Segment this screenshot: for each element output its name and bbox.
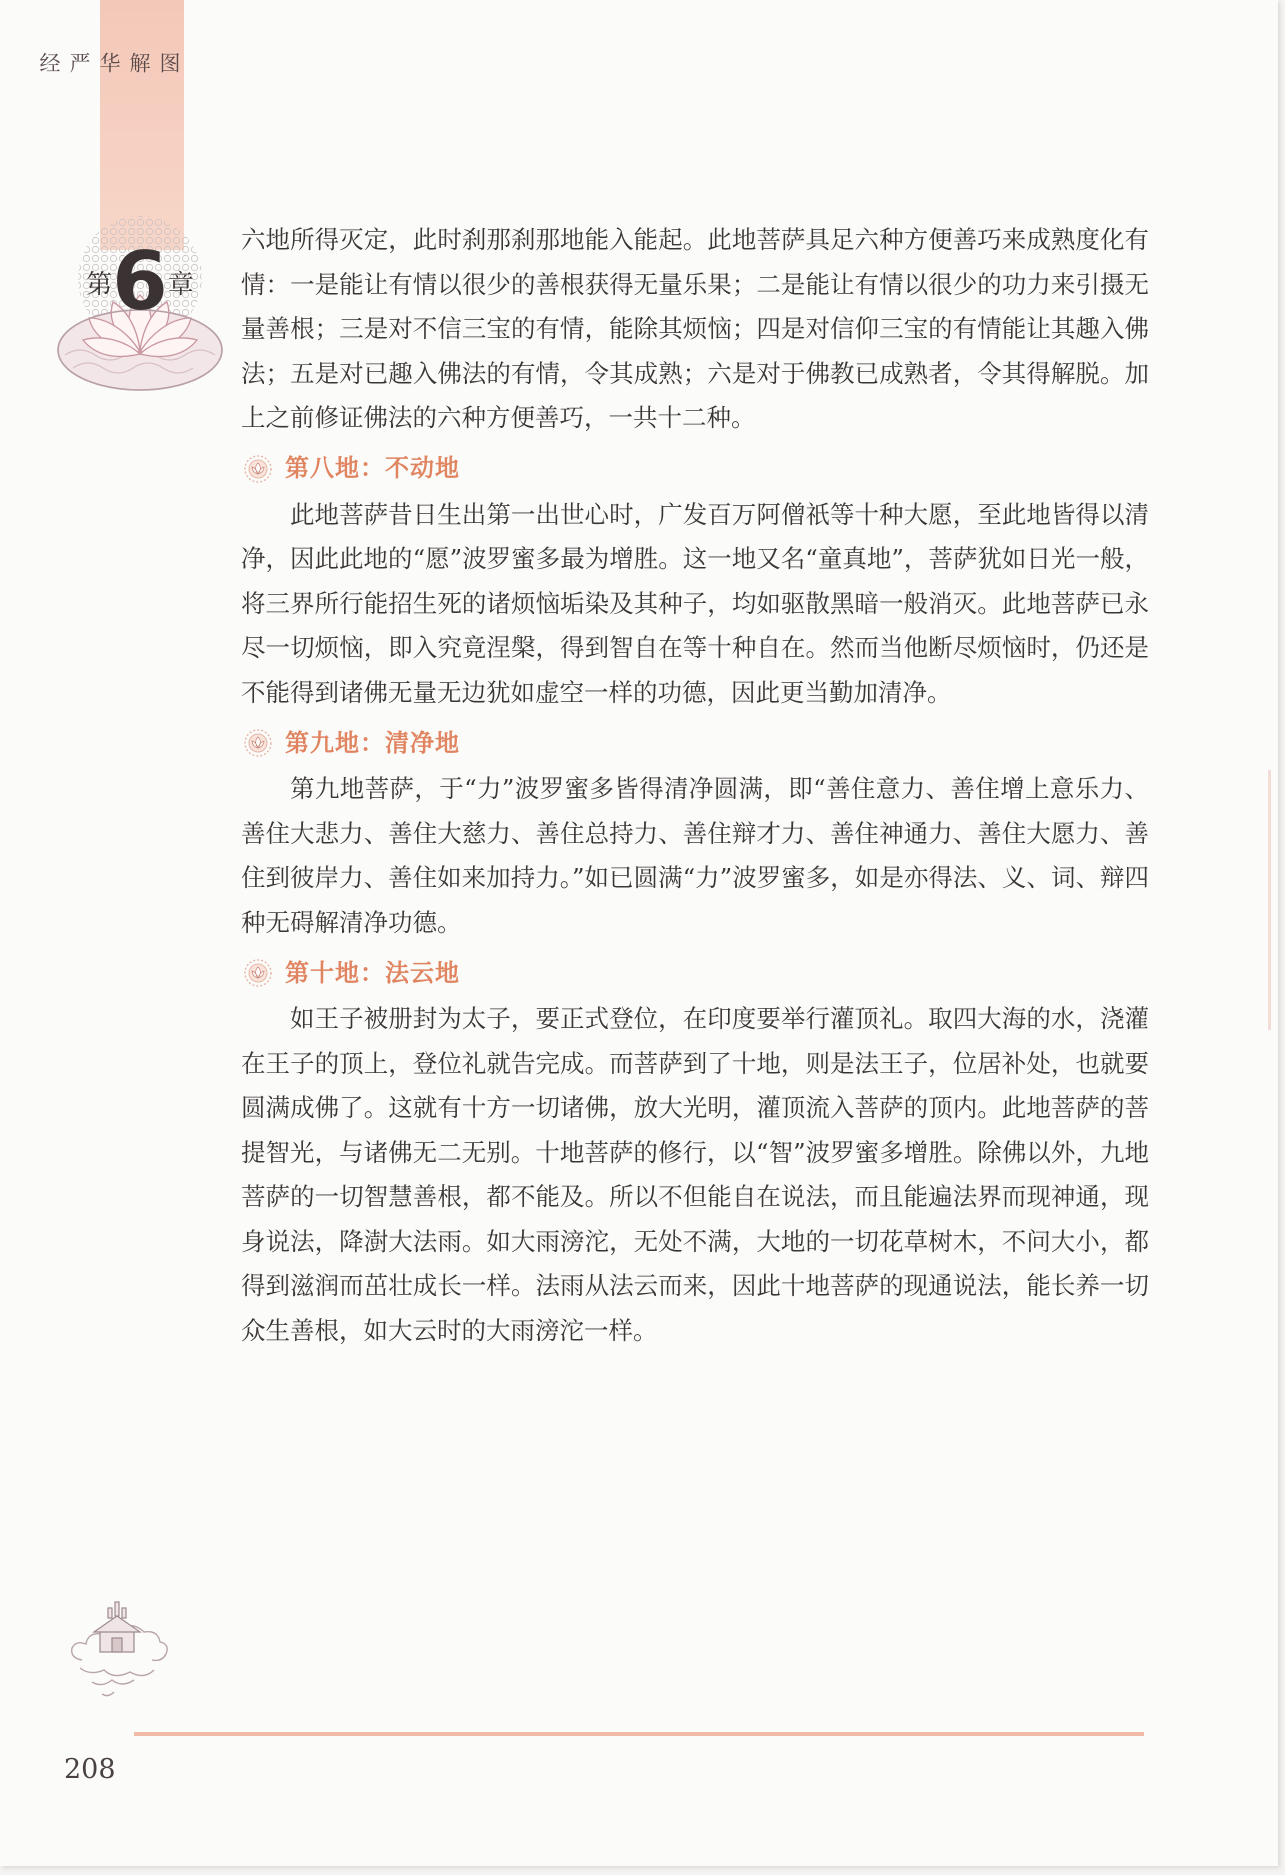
book-title-vertical xyxy=(37,52,184,75)
book-title-char: 华 xyxy=(97,52,121,75)
section-heading xyxy=(243,951,1149,995)
main-text xyxy=(241,218,1149,1353)
section-body: 如王子被册封为太子，要正式登位，在印度要举行灌顶礼。取四大海的水，浇灌在王子的顶上，登位礼就告完成。而菩萨到了十地，则是法王子，位居补处，也就要圆满成佛了。这就有十方一切诸佛，放大光明，灌顶流入菩萨的顶内。此地菩萨的菩提智光，与诸佛无二无别。十地菩萨的修行，以“智”波罗蜜多增胜。除佛以外，九地菩萨的一切智慧善根，都不能及。所以不但能自在说法，而且能遍法界而现神通，现身说法，降澍大法雨。如大雨滂沱，无处不满，大地的一切花草树木，不问大小，都得到滋润而茁壮成长一样。法雨从法云而来，因此十地菩萨的现通说法，能长养一切众生善根，如大云时的大雨滂沱一样。 xyxy=(241,1004,1149,1345)
page-number: 208 xyxy=(64,1754,116,1785)
intro-paragraph: 六地所得灭定，此时刹那刹那地能入能起。此地菩萨具足六种方便善巧来成熟度化有情：一是能让有情以很少的善根获得无量乐果；二是能让有情以很少的功力来引摄无量善根；三是对不信三宝的有情，能除其烦恼；四是对信仰三宝的有情能让其趣入佛法；五是对已趣入佛法的有情，令其成熟；六是对于佛教已成熟者，令其得解脱。加上之前修证佛法的六种方便善巧，一共十二种。 xyxy=(241,225,1149,432)
section-body: 第九地菩萨，于“力”波罗蜜多皆得清净圆满，即“善住意力、善住增上意乐力、善住大悲力、善住大慈力、善住总持力、善住辩才力、善住神通力、善住大愿力、善住到彼岸力、善住如来加持力。”如已圆满“力”波罗蜜多，如是亦得法、义、词、辩四种无碍解清净功德。 xyxy=(241,774,1149,937)
section-title: 第十地：法云地 xyxy=(285,958,460,987)
page-edge-mark xyxy=(1268,770,1271,1030)
lotus-bullet-icon xyxy=(243,454,273,484)
book-title-char: 图 xyxy=(157,52,181,75)
section-heading xyxy=(243,447,1149,491)
lotus-bullet-icon xyxy=(243,958,273,988)
section-heading xyxy=(243,721,1149,765)
section-title: 第九地：清净地 xyxy=(285,728,460,757)
footer-rule xyxy=(134,1732,1144,1736)
section-body: 此地菩萨昔日生出第一出世心时，广发百万阿僧祇等十种大愿，至此地皆得以清净，因此此地的“愿”波罗蜜多最为增胜。这一地又名“童真地”，菩萨犹如日光一般，将三界所行能招生死的诸烦恼垢染及其种子，均如驱散黑暗一般消灭。此地菩萨已永尽一切烦恼，即入究竟涅槃，得到智自在等十种自在。然而当他断尽烦恼时，仍还是不能得到诸佛无量无边犹如虚空一样的功德，因此更当勤加清净。 xyxy=(241,499,1149,707)
chapter-label xyxy=(60,237,220,327)
chapter-prefix: 第 xyxy=(86,269,113,300)
section-title: 第八地：不动地 xyxy=(285,454,460,483)
temple-cloud-icon xyxy=(62,1590,172,1700)
book-title-char: 经 xyxy=(37,52,61,75)
chapter-suffix: 章 xyxy=(167,269,194,300)
book-title-char: 严 xyxy=(67,52,91,75)
book-title-char: 解 xyxy=(127,52,151,75)
chapter-number: 6 xyxy=(112,235,168,328)
lotus-bullet-icon xyxy=(243,728,273,758)
